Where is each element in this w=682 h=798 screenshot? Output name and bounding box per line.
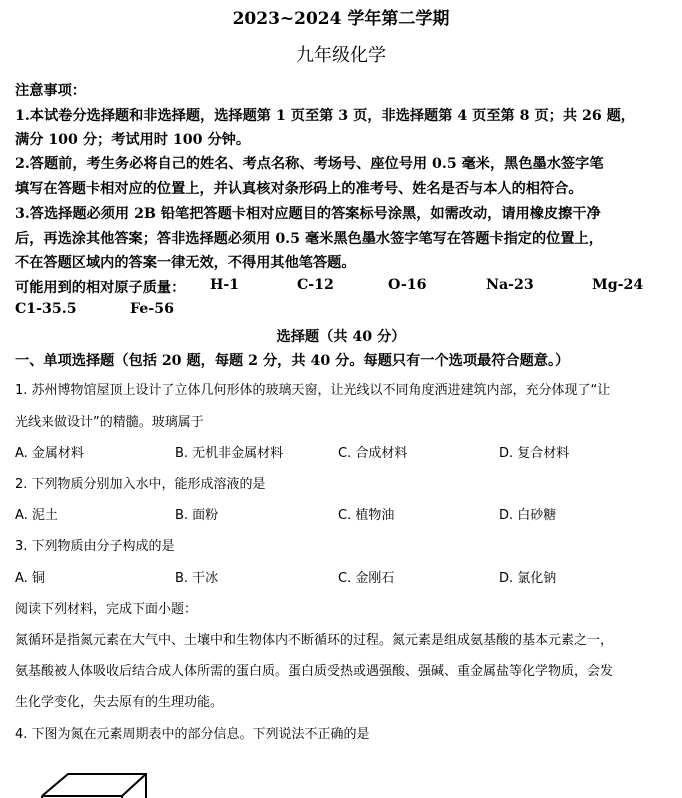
question-stem: 4. 下图为氮在元素周期表中的部分信息。下列说法不正确的是 — [15, 727, 370, 742]
reading-intro: 阅读下列材料，完成下面小题： — [15, 602, 198, 617]
atomic-mass-item: C-12 — [297, 277, 334, 293]
atomic-mass-item: H-1 — [210, 277, 240, 293]
notice-line: 后，再选涂其他答案；答非选择题必须用 0.5 毫米黑色墨水签字笔写在答题卡指定的位置上， — [15, 231, 603, 247]
section-title: 选择题（共 40 分） — [276, 329, 406, 345]
question-option: B. 无机非金属材料 — [175, 446, 284, 461]
question-stem: 1. 苏州博物馆屋顶上设计了立体几何形体的玻璃天窗，让光线以不同角度洒进建筑内部，充分体现了“让 — [15, 383, 611, 398]
question-stem: 光线来做设计”的精髓。玻璃属于 — [15, 415, 204, 430]
atomic-mass-item: Na-23 — [486, 277, 534, 293]
notice-heading: 注意事项： — [15, 83, 86, 99]
notice-line: 2.答题前，考生务必将自己的姓名、考点名称、考场号、座位号用 0.5 毫米，黑色墨水签字笔 — [15, 156, 604, 172]
question-option: A. 铜 — [15, 571, 45, 586]
notice-line: 填写在答题卡相对应的位置上，并认真核对条形码上的准考号、姓名是否与本人的相符合。 — [15, 181, 583, 197]
reading-line: 氮循环是指氮元素在大气中、土壤中和生物体内不断循环的过程。氮元素是组成氨基酸的基本元素之一， — [15, 633, 614, 648]
exam-title: 2023~2024 学年第二学期 — [232, 9, 450, 29]
reading-line: 生化学变化，失去原有的生理功能。 — [15, 695, 224, 710]
subject-title: 九年级化学 — [296, 45, 386, 66]
atomic-mass-item: C1-35.5 — [15, 301, 77, 317]
reading-line: 氨基酸被人体吸收后结合成人体所需的蛋白质。蛋白质受热或遇强酸、强碱、重金属盐等化学物质，会发 — [15, 664, 614, 679]
atomic-mass-item: Fe-56 — [130, 301, 174, 317]
question-option: D. 白砂糖 — [499, 508, 557, 523]
part-heading: 一、单项选择题（包括 20 题，每题 2 分，共 40 分。每题只有一个选项最符合题意。） — [15, 353, 570, 369]
notice-line: 1.本试卷分选择题和非选择题，选择题第 1 页至第 3 页，非选择题第 4 页至第 8 页；共 26 题， — [15, 108, 635, 124]
atomic-mass-label: 可能用到的相对原子质量： — [15, 280, 186, 296]
question-option: D. 复合材料 — [499, 446, 570, 461]
question-option: A. 金属材料 — [15, 446, 84, 461]
question-option: A. 泥土 — [15, 508, 58, 523]
question-option: B. 干冰 — [175, 571, 219, 586]
atomic-mass-item: Mg-24 — [592, 277, 644, 293]
notice-line: 不在答题区域内的答案一律无效，不得用其他笔答题。 — [15, 255, 356, 271]
question-option: C. 金刚石 — [338, 571, 395, 586]
question-option: C. 植物油 — [338, 508, 395, 523]
question-stem: 3. 下列物质由分子构成的是 — [15, 539, 175, 554]
question-option: D. 氯化钠 — [499, 571, 557, 586]
question-option: B. 面粉 — [175, 508, 219, 523]
question-stem: 2. 下列物质分别加入水中，能形成溶液的是 — [15, 477, 266, 492]
notice-line: 满分 100 分；考试用时 100 分钟。 — [15, 132, 251, 148]
periodic-table-cell-figure — [34, 770, 154, 798]
notice-line: 3.答选择题必须用 2B 铅笔把答题卡相对应题目的答案标号涂黑，如需改动，请用橡皮擦干净 — [15, 206, 601, 222]
atomic-mass-item: O-16 — [388, 277, 427, 293]
question-option: C. 合成材料 — [338, 446, 408, 461]
